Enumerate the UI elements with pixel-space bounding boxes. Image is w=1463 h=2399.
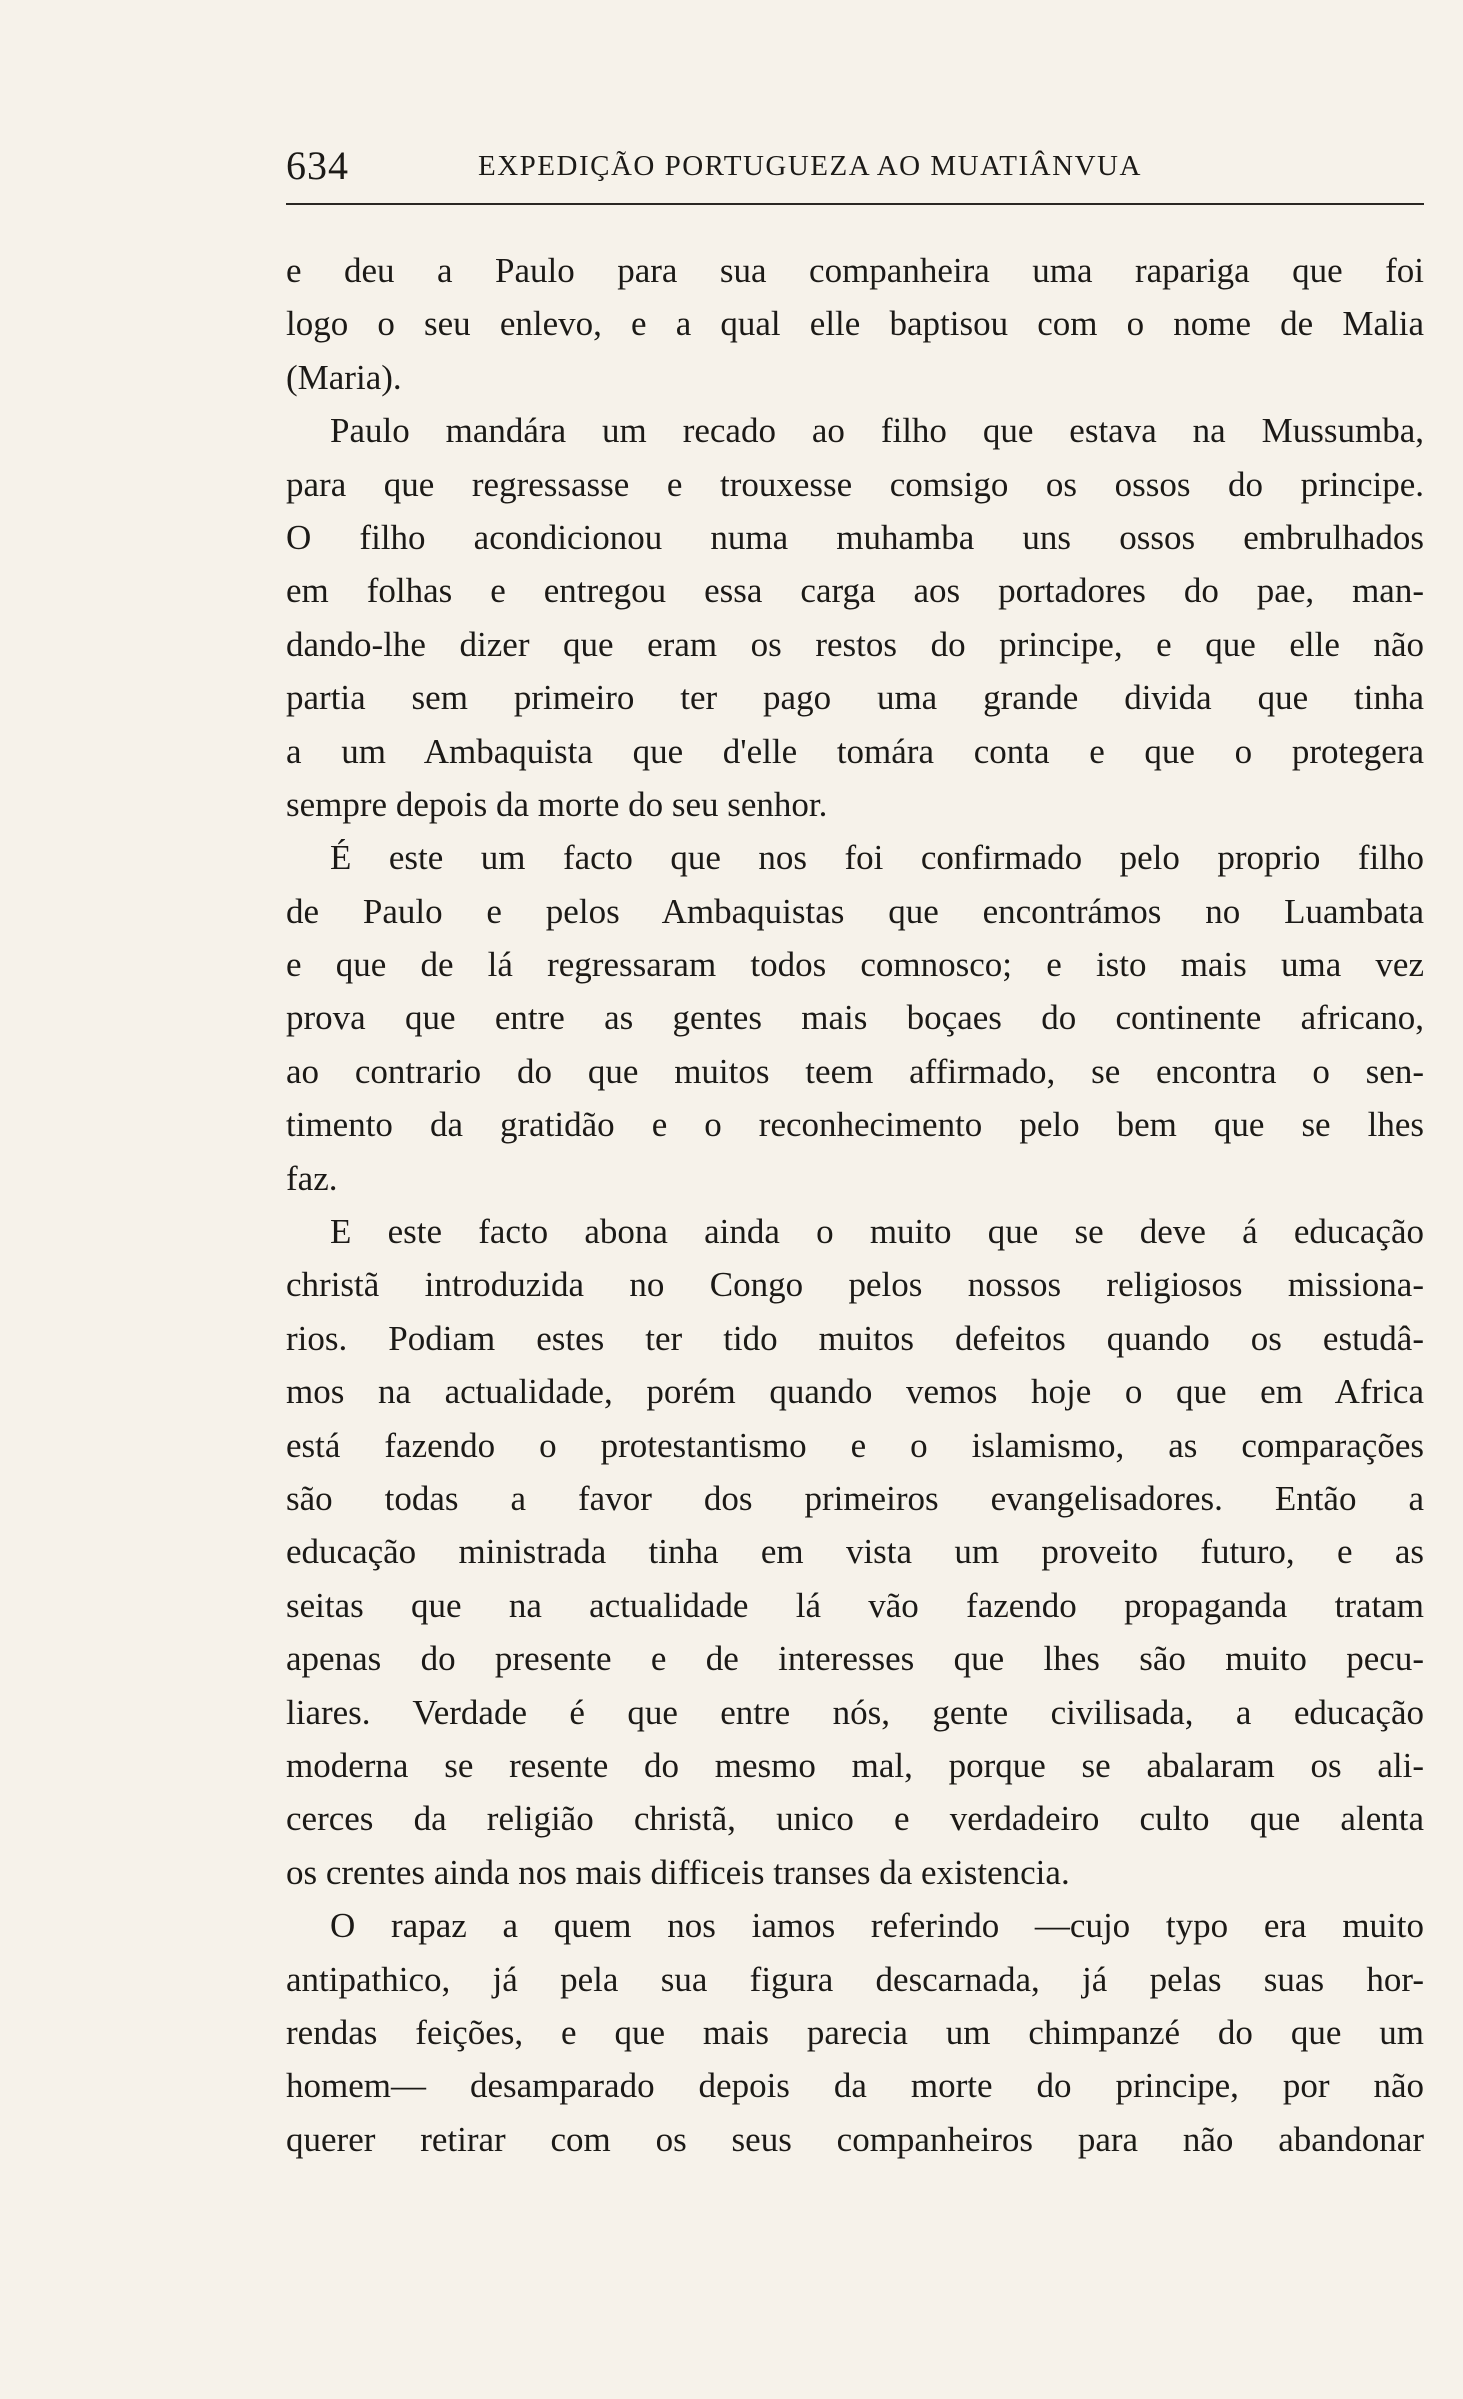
- text-line: dando-lhe dizer que eram os restos do principe, e que elle não: [286, 624, 1424, 664]
- text-line: É este um facto que nos foi confirmado pelo proprio filho: [330, 838, 1424, 878]
- body-text: [286, 244, 1424, 2166]
- text-line: de Paulo e pelos Ambaquistas que encontrámos no Luambata: [286, 891, 1424, 931]
- text-line: O filho acondicionou numa muhamba uns ossos embrulhados: [286, 517, 1424, 557]
- header-rule: [286, 203, 1424, 205]
- text-line: seitas que na actualidade lá vão fazendo propaganda tratam: [286, 1585, 1424, 1625]
- text-line: e que de lá regressaram todos comnosco; e isto mais uma vez: [286, 945, 1424, 985]
- page-number: 634: [286, 143, 349, 188]
- text-line: O rapaz a quem nos iamos referindo —cujo typo era muito: [330, 1906, 1424, 1946]
- running-title: EXPEDIÇÃO PORTUGUEZA AO MUATIÂNVUA: [478, 150, 1142, 182]
- text-line: E este facto abona ainda o muito que se deve á educação: [330, 1212, 1424, 1252]
- text-line: liares. Verdade é que entre nós, gente civilisada, a educação: [286, 1692, 1424, 1732]
- text-line: em folhas e entregou essa carga aos portadores do pae, man-: [286, 571, 1424, 611]
- text-line: apenas do presente e de interesses que lhes são muito pecu-: [286, 1639, 1424, 1679]
- text-line: (Maria).: [286, 357, 402, 397]
- text-line: a um Ambaquista que d'elle tomára conta e que o protegera: [286, 731, 1424, 771]
- text-line: homem— desamparado depois da morte do principe, por não: [286, 2066, 1424, 2106]
- text-line: e deu a Paulo para sua companheira uma rapariga que foi: [286, 251, 1424, 290]
- text-line: educação ministrada tinha em vista um proveito futuro, e as: [286, 1532, 1424, 1572]
- text-line: rios. Podiam estes ter tido muitos defeitos quando os estudâ-: [286, 1318, 1424, 1358]
- text-line: christã introduzida no Congo pelos nossos religiosos missiona-: [286, 1265, 1424, 1305]
- text-line: partia sem primeiro ter pago uma grande divida que tinha: [286, 678, 1424, 718]
- text-line: timento da gratidão e o reconhecimento pelo bem que se lhes: [286, 1105, 1424, 1145]
- text-line: são todas a favor dos primeiros evangelisadores. Então a: [286, 1478, 1424, 1518]
- text-line: para que regressasse e trouxesse comsigo os ossos do principe.: [286, 464, 1424, 504]
- text-line: moderna se resente do mesmo mal, porque se abalaram os ali-: [286, 1745, 1424, 1785]
- text-line: prova que entre as gentes mais boçaes do continente africano,: [286, 998, 1424, 1038]
- text-line: está fazendo o protestantismo e o islamismo, as comparações: [286, 1425, 1424, 1465]
- text-line: mos na actualidade, porém quando vemos hoje o que em Africa: [286, 1372, 1424, 1412]
- text-line: rendas feições, e que mais parecia um chimpanzé do que um: [286, 2012, 1424, 2052]
- text-line: os crentes ainda nos mais difficeis transes da existencia.: [286, 1852, 1070, 1892]
- text-line: logo o seu enlevo, e a qual elle baptisou com o nome de Malia: [286, 304, 1424, 344]
- text-line: faz.: [286, 1158, 338, 1198]
- text-line: sempre depois da morte do seu senhor.: [286, 784, 828, 824]
- running-head: [286, 142, 1424, 192]
- text-line: cerces da religião christã, unico e verdadeiro culto que alenta: [286, 1799, 1424, 1839]
- text-line: ao contrario do que muitos teem affirmado, se encontra o sen-: [286, 1051, 1424, 1091]
- text-line: antipathico, já pela sua figura descarnada, já pelas suas hor-: [286, 1959, 1424, 1999]
- text-line: querer retirar com os seus companheiros para não abandonar: [286, 2119, 1424, 2159]
- text-line: Paulo mandára um recado ao filho que estava na Mussumba,: [330, 411, 1424, 451]
